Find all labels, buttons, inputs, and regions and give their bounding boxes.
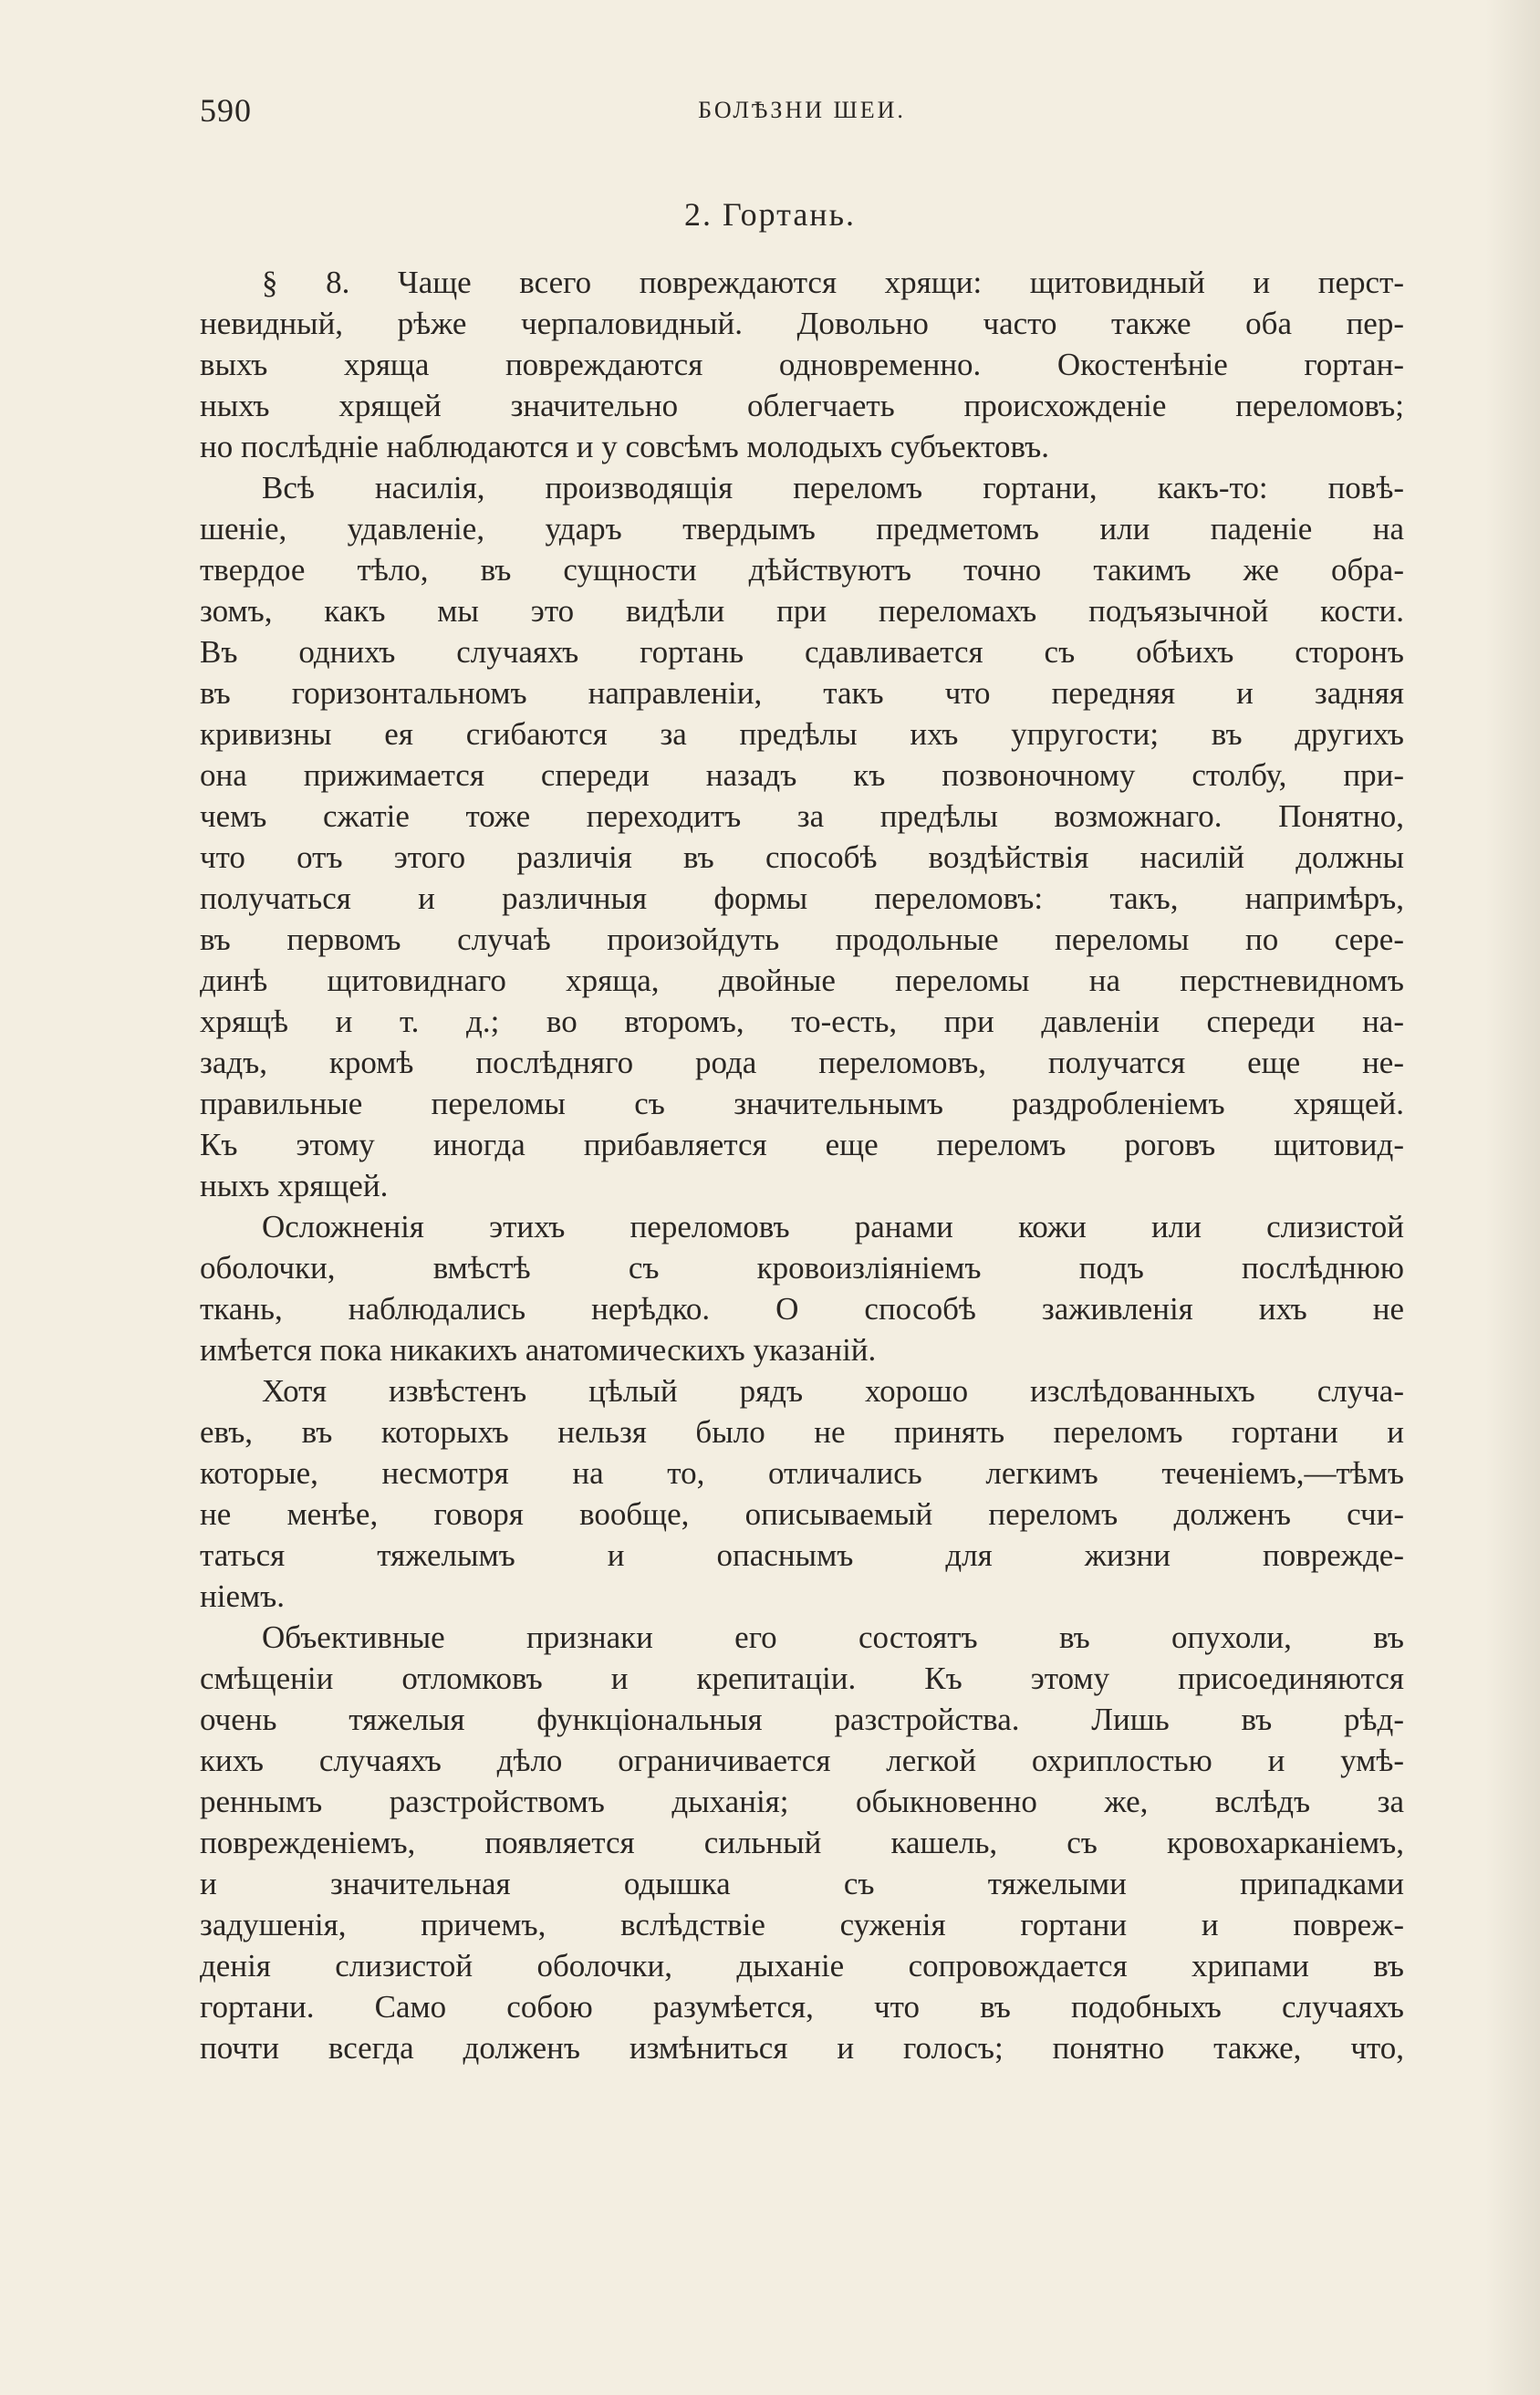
text-line: почти всегда долженъ измѣниться и голосъ; понятно также, что, — [200, 2030, 1404, 2066]
text-line: Объективные признаки его состоятъ въ опухоли, въ — [262, 1619, 1404, 1655]
text-line: оболочки, вмѣстѣ съ кровоизліяніемъ подъ послѣднюю — [200, 1250, 1404, 1286]
text-line: кихъ случаяхъ дѣло ограничивается легкой охриплостью и умѣ- — [200, 1743, 1404, 1778]
text-line: зомъ, какъ мы это видѣли при переломахъ подъязычной кости. — [200, 593, 1404, 629]
text-line: и значительная одышка съ тяжелыми припадками — [200, 1866, 1404, 1901]
text-line: денія слизистой оболочки, дыханіе сопровождается хрипами въ — [200, 1948, 1404, 1984]
text-line: выхъ хряща повреждаются одновременно. Окостенѣніе гортан- — [200, 347, 1404, 382]
text-line: имѣется пока никакихъ анатомическихъ указаній. — [200, 1332, 877, 1368]
text-line: Осложненія этихъ переломовъ ранами кожи или слизистой — [262, 1209, 1404, 1244]
text-line: задъ, кромѣ послѣдняго рода переломовъ, получатся еще не- — [200, 1045, 1404, 1080]
text-line: чемъ сжатіе тоже переходитъ за предѣлы возможнаго. Понятно, — [200, 798, 1404, 834]
text-line: она прижимается спереди назадъ къ позвоночному столбу, при- — [200, 757, 1404, 793]
text-line: шеніе, удавленіе, ударъ твердымъ предметомъ или паденіе на — [200, 511, 1404, 547]
page-number: 590 — [200, 92, 252, 129]
text-line: ткань, наблюдались нерѣдко. О способѣ заживленія ихъ не — [200, 1291, 1404, 1327]
text-line: ніемъ. — [200, 1578, 285, 1614]
text-line: § 8. Чаще всего повреждаются хрящи: щитовидный и перст- — [262, 265, 1404, 300]
page-edge-shadow — [1485, 0, 1540, 2395]
text-line: твердое тѣло, въ сущности дѣйствуютъ точно такимъ же обра- — [200, 552, 1404, 588]
text-line: поврежденіемъ, появляется сильный кашель, съ кровохарканіемъ, — [200, 1825, 1404, 1860]
page-header — [200, 91, 1404, 131]
text-line: задушенія, причемъ, вслѣдствіе суженія гортани и повреж- — [200, 1907, 1404, 1942]
text-line: евъ, въ которыхъ нельзя было не принять переломъ гортани и — [200, 1414, 1404, 1450]
text-line: не менѣе, говоря вообще, описываемый переломъ долженъ счи- — [200, 1496, 1404, 1532]
text-line: невидный, рѣже черпаловидный. Довольно часто также оба пер- — [200, 306, 1404, 341]
text-line: смѣщеніи отломковъ и крепитаціи. Къ этому присоединяются — [200, 1661, 1404, 1696]
text-line: ныхъ хрящей значительно облегчаеть происхожденіе переломовъ; — [200, 388, 1404, 423]
text-line: гортани. Само собою разумѣется, что въ подобныхъ случаяхъ — [200, 1989, 1404, 2025]
text-line: динѣ щитовиднаго хряща, двойные переломы на перстневидномъ — [200, 963, 1404, 998]
text-line: реннымъ разстройствомъ дыханія; обыкновенно же, вслѣдъ за — [200, 1784, 1404, 1819]
text-line: въ первомъ случаѣ произойдуть продольные переломы по сере- — [200, 922, 1404, 957]
text-line: въ горизонтальномъ направленіи, такъ что передняя и задняя — [200, 675, 1404, 711]
text-line: которые, несмотря на то, отличались легкимъ теченіемъ,—тѣмъ — [200, 1455, 1404, 1491]
text-line: таться тяжелымъ и опаснымъ для жизни поврежде- — [200, 1537, 1404, 1573]
text-line: что отъ этого различія въ способѣ воздѣйствія насилій должны — [200, 839, 1404, 875]
text-line: Въ однихъ случаяхъ гортань сдавливается съ обѣихъ сторонъ — [200, 634, 1404, 670]
text-line: Къ этому иногда прибавляется еще переломъ роговъ щитовид- — [200, 1127, 1404, 1162]
text-line: очень тяжелыя функціональныя разстройства. Лишь въ рѣд- — [200, 1702, 1404, 1737]
text-line: ныхъ хрящей. — [200, 1168, 389, 1203]
running-title: БОЛѢЗНИ ШЕИ. — [698, 97, 906, 123]
text-line: Хотя извѣстенъ цѣлый рядъ хорошо изслѣдованныхъ случа- — [262, 1373, 1404, 1409]
text-line: хрящѣ и т. д.; во второмъ, то-есть, при давленіи спереди на- — [200, 1004, 1404, 1039]
section-heading: 2. Гортань. — [683, 196, 856, 233]
text-line: получаться и различныя формы переломовъ: такъ, напримѣръ, — [200, 880, 1404, 916]
text-line: правильные переломы съ значительнымъ раздробленіемъ хрящей. — [200, 1086, 1404, 1121]
text-line: кривизны ея сгибаются за предѣлы ихъ упругости; въ другихъ — [200, 716, 1404, 752]
body-text — [200, 262, 1404, 2068]
text-line: Всѣ насилія, производящія переломъ гортани, какъ-то: повѣ- — [262, 470, 1404, 505]
text-line: но послѣдніе наблюдаются и у совсѣмъ молодыхъ субъектовъ. — [200, 429, 1049, 464]
